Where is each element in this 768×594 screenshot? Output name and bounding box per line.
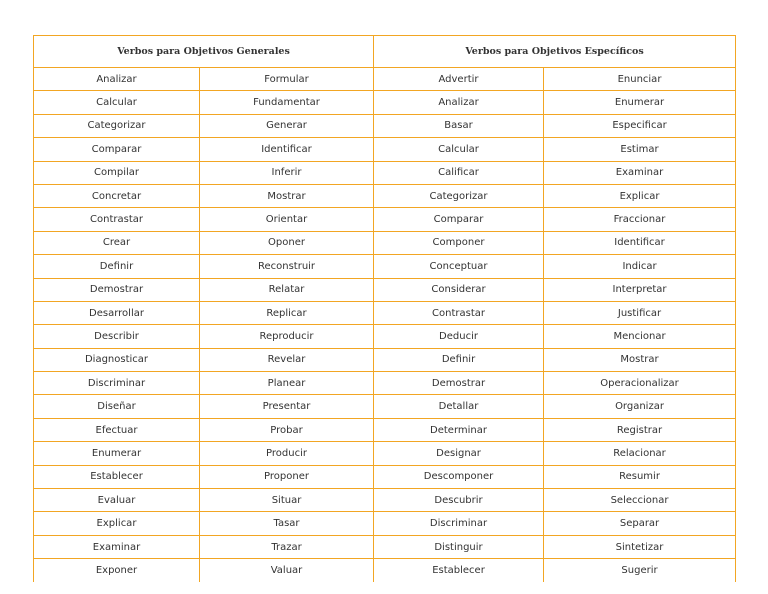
table-row <box>34 395 736 418</box>
table-row <box>34 418 736 441</box>
table-body <box>34 68 736 582</box>
specific-verb-col1: Distinguir <box>374 535 544 558</box>
specific-verb-col1: Determinar <box>374 418 544 441</box>
specific-verb-col2: Indicar <box>544 255 736 278</box>
table-row <box>34 489 736 512</box>
general-verb-col1: Desarrollar <box>34 301 200 324</box>
verbs-table <box>33 35 736 582</box>
table-row <box>34 348 736 371</box>
table-row <box>34 231 736 254</box>
specific-verb-col1: Categorizar <box>374 184 544 207</box>
general-verb-col2: Reproducir <box>200 325 374 348</box>
general-verb-col2: Replicar <box>200 301 374 324</box>
general-verb-col2: Presentar <box>200 395 374 418</box>
specific-verb-col2: Especificar <box>544 114 736 137</box>
general-verb-col1: Comparar <box>34 138 200 161</box>
specific-verb-col2: Interpretar <box>544 278 736 301</box>
general-verb-col1: Exponer <box>34 559 200 582</box>
general-verb-col2: Probar <box>200 418 374 441</box>
table-row <box>34 161 736 184</box>
specific-verb-col1: Deducir <box>374 325 544 348</box>
specific-verb-col2: Resumir <box>544 465 736 488</box>
specific-verb-col1: Calcular <box>374 138 544 161</box>
general-verb-col1: Efectuar <box>34 418 200 441</box>
specific-verb-col2: Sugerir <box>544 559 736 582</box>
general-verb-col1: Crear <box>34 231 200 254</box>
general-verb-col2: Oponer <box>200 231 374 254</box>
general-verb-col2: Reconstruir <box>200 255 374 278</box>
general-verb-col2: Planear <box>200 372 374 395</box>
general-verb-col1: Demostrar <box>34 278 200 301</box>
table-row <box>34 114 736 137</box>
specific-verb-col1: Designar <box>374 442 544 465</box>
table-row <box>34 91 736 114</box>
table-row <box>34 301 736 324</box>
general-verb-col1: Calcular <box>34 91 200 114</box>
general-verb-col2: Fundamentar <box>200 91 374 114</box>
general-verb-col1: Contrastar <box>34 208 200 231</box>
table-row <box>34 278 736 301</box>
specific-verb-col2: Organizar <box>544 395 736 418</box>
specific-verb-col2: Examinar <box>544 161 736 184</box>
general-verb-col1: Compilar <box>34 161 200 184</box>
table-row <box>34 184 736 207</box>
general-verb-col2: Relatar <box>200 278 374 301</box>
table-row <box>34 512 736 535</box>
general-verb-col2: Tasar <box>200 512 374 535</box>
specific-verb-col1: Comparar <box>374 208 544 231</box>
table-row <box>34 535 736 558</box>
specific-verb-col1: Componer <box>374 231 544 254</box>
general-verb-col2: Valuar <box>200 559 374 582</box>
general-verb-col1: Explicar <box>34 512 200 535</box>
specific-verb-col2: Mencionar <box>544 325 736 348</box>
specific-verb-col2: Justificar <box>544 301 736 324</box>
general-verb-col1: Concretar <box>34 184 200 207</box>
table-row <box>34 208 736 231</box>
specific-verb-col2: Relacionar <box>544 442 736 465</box>
verbs-table-container <box>33 35 735 582</box>
general-verb-col1: Diagnosticar <box>34 348 200 371</box>
specific-verb-col2: Enumerar <box>544 91 736 114</box>
specific-verb-col1: Definir <box>374 348 544 371</box>
general-verb-col1: Categorizar <box>34 114 200 137</box>
general-verb-col2: Situar <box>200 489 374 512</box>
table-row <box>34 465 736 488</box>
specific-verb-col1: Descubrir <box>374 489 544 512</box>
specific-verb-col1: Analizar <box>374 91 544 114</box>
specific-verb-col2: Fraccionar <box>544 208 736 231</box>
specific-verb-col2: Separar <box>544 512 736 535</box>
table-row <box>34 372 736 395</box>
specific-verb-col1: Descomponer <box>374 465 544 488</box>
specific-verb-col2: Identificar <box>544 231 736 254</box>
general-verb-col1: Examinar <box>34 535 200 558</box>
general-verb-col1: Evaluar <box>34 489 200 512</box>
specific-verb-col1: Conceptuar <box>374 255 544 278</box>
specific-verb-col1: Detallar <box>374 395 544 418</box>
table-row <box>34 442 736 465</box>
specific-verb-col1: Calificar <box>374 161 544 184</box>
general-verb-col2: Generar <box>200 114 374 137</box>
general-verb-col1: Discriminar <box>34 372 200 395</box>
general-verb-col1: Enumerar <box>34 442 200 465</box>
specific-verb-col2: Registrar <box>544 418 736 441</box>
general-verb-col2: Inferir <box>200 161 374 184</box>
general-verb-col1: Describir <box>34 325 200 348</box>
specific-verb-col1: Considerar <box>374 278 544 301</box>
general-verb-col2: Producir <box>200 442 374 465</box>
specific-verb-col1: Establecer <box>374 559 544 582</box>
specific-verb-col2: Enunciar <box>544 68 736 91</box>
specific-verb-col1: Contrastar <box>374 301 544 324</box>
general-verb-col1: Definir <box>34 255 200 278</box>
table-row <box>34 325 736 348</box>
general-verb-col2: Identificar <box>200 138 374 161</box>
general-verb-col2: Mostrar <box>200 184 374 207</box>
specific-verb-col2: Seleccionar <box>544 489 736 512</box>
specific-verb-col2: Operacionalizar <box>544 372 736 395</box>
specific-verb-col2: Mostrar <box>544 348 736 371</box>
specific-verb-col1: Advertir <box>374 68 544 91</box>
specific-verb-col1: Basar <box>374 114 544 137</box>
specific-verb-col2: Sintetizar <box>544 535 736 558</box>
table-row <box>34 559 736 582</box>
specific-verb-col2: Estimar <box>544 138 736 161</box>
general-verb-col1: Establecer <box>34 465 200 488</box>
general-verb-col2: Proponer <box>200 465 374 488</box>
table-row <box>34 255 736 278</box>
specific-verb-col1: Demostrar <box>374 372 544 395</box>
specific-verb-col1: Discriminar <box>374 512 544 535</box>
general-verb-col2: Revelar <box>200 348 374 371</box>
table-row <box>34 68 736 91</box>
general-verb-col2: Formular <box>200 68 374 91</box>
general-verb-col1: Diseñar <box>34 395 200 418</box>
header-objetivos-generales: Verbos para Objetivos Generales <box>34 36 374 68</box>
general-verb-col2: Orientar <box>200 208 374 231</box>
table-row <box>34 138 736 161</box>
table-header-row <box>34 36 736 68</box>
general-verb-col2: Trazar <box>200 535 374 558</box>
header-objetivos-especificos: Verbos para Objetivos Específicos <box>374 36 736 68</box>
general-verb-col1: Analizar <box>34 68 200 91</box>
specific-verb-col2: Explicar <box>544 184 736 207</box>
